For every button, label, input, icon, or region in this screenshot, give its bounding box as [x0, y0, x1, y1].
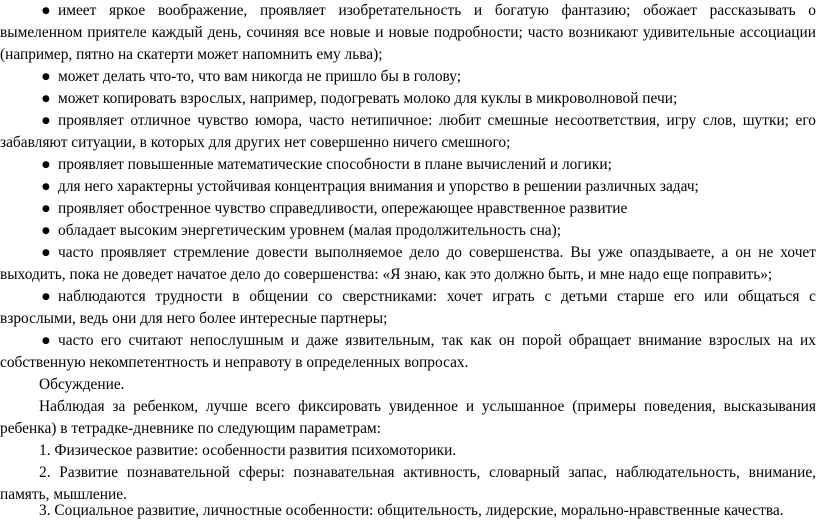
bullet-icon: ●	[42, 116, 50, 126]
list-item-text: собственную некомпетентность и неправоту в определенных вопросах.	[0, 354, 469, 371]
list-item-text: может копировать взрослых, например, подогревать молоко для куклы в микроволновой печи;	[58, 90, 678, 107]
list-item-text: обладает высоким энергетическим уровнем (малая продолжительность сна);	[58, 222, 562, 239]
bullet-icon: ●	[42, 6, 50, 16]
list-item-line	[0, 198, 816, 220]
parameter-text: 1. Физическое развитие: особенности развития психомоторики.	[39, 442, 457, 459]
list-item-line	[0, 88, 816, 110]
list-item-line	[0, 264, 816, 286]
paragraph-line	[0, 396, 816, 418]
list-item-text: взрослыми, ведь они для него более интересные партнеры;	[0, 310, 388, 327]
list-item-line	[0, 154, 816, 176]
bullet-icon: ●	[42, 160, 50, 170]
parameter-item	[0, 462, 816, 484]
list-item-text: выходить, пока не доведет начатое дело до совершенства: «Я знаю, как это должно быть, и мне надо еще поправить»;	[0, 266, 773, 283]
list-item-text: может делать что-то, что вам никогда не пришло бы в голову;	[58, 68, 462, 85]
list-item-text: наблюдаются трудности в общении со сверстниками: хочет играть с детьми старше его или общаться с	[58, 288, 816, 305]
list-item-text: (например, пятно на скатерти может напомнить ему льва);	[0, 46, 383, 63]
parameter-text: память, мышление.	[0, 486, 127, 503]
list-item-line	[0, 44, 816, 66]
discussion-heading	[0, 374, 816, 396]
bullet-icon: ●	[42, 292, 50, 302]
bullet-icon: ●	[42, 226, 50, 236]
list-item-text: часто проявляет стремление довести выполняемое дело до совершенства. Вы уже опаздываете, а он не хочет	[58, 244, 816, 261]
list-item-line	[0, 330, 816, 352]
paragraph-text: ребенка) в тетрадке-дневнике по следующим параметрам:	[0, 420, 381, 437]
list-item-line	[0, 22, 816, 44]
list-item-line	[0, 286, 816, 308]
list-item-line	[0, 220, 816, 242]
list-item-text: забавляют ситуации, в которых для других нет совершенно ничего смешного;	[0, 134, 511, 151]
parameter-item	[0, 440, 816, 462]
list-item-text: вымеленном приятеле каждый день, сочиняя все новые и новые подробности; часто возникают удивительные ассоциации	[0, 24, 816, 41]
list-item-line	[0, 352, 816, 374]
bullet-icon: ●	[42, 182, 50, 192]
paragraph-line	[0, 418, 816, 440]
parameter-text: 3. Социальное развитие, личностные особенности: общительность, лидерские, морально-нравственные качества.	[39, 502, 784, 519]
list-item-line	[0, 110, 816, 132]
list-item-text: часто его считают непослушным и даже язвительным, так как он порой обращает внимание взрослых на их	[58, 332, 816, 349]
parameter-item	[0, 500, 816, 519]
bullet-icon: ●	[42, 248, 50, 258]
paragraph-text: Наблюдая за ребенком, лучше всего фиксировать увиденное и услышанное (примеры поведения, высказывания	[39, 398, 816, 415]
discussion-heading-text: Обсуждение.	[39, 376, 125, 393]
list-item-text: проявляет обостренное чувство справедливости, опережающее нравственное развитие	[58, 200, 628, 217]
list-item-line	[0, 176, 816, 198]
list-item-line	[0, 66, 816, 88]
list-item-text: имеет яркое воображение, проявляет изобретательность и богатую фантазию; обожает рассказывать о	[58, 2, 816, 19]
list-item-text: для него характерны устойчивая концентрация внимания и упорство в решении различных задач;	[58, 178, 699, 195]
list-item-line	[0, 132, 816, 154]
bullet-icon: ●	[42, 94, 50, 104]
list-item-text: проявляет повышенные математические способности в плане вычислений и логики;	[58, 156, 612, 173]
list-item-line	[0, 0, 816, 22]
parameter-text: 2. Развитие познавательной сферы: познавательная активность, словарный запас, наблюдательность, внимание,	[39, 464, 816, 481]
list-item-line	[0, 308, 816, 330]
list-item-text: проявляет отличное чувство юмора, часто нетипичное: любит смешные несоответствия, игру слов, шутки; его	[58, 112, 816, 129]
bullet-icon: ●	[42, 336, 50, 346]
bullet-icon: ●	[42, 204, 50, 214]
bullet-icon: ●	[42, 72, 50, 82]
list-item-line	[0, 242, 816, 264]
